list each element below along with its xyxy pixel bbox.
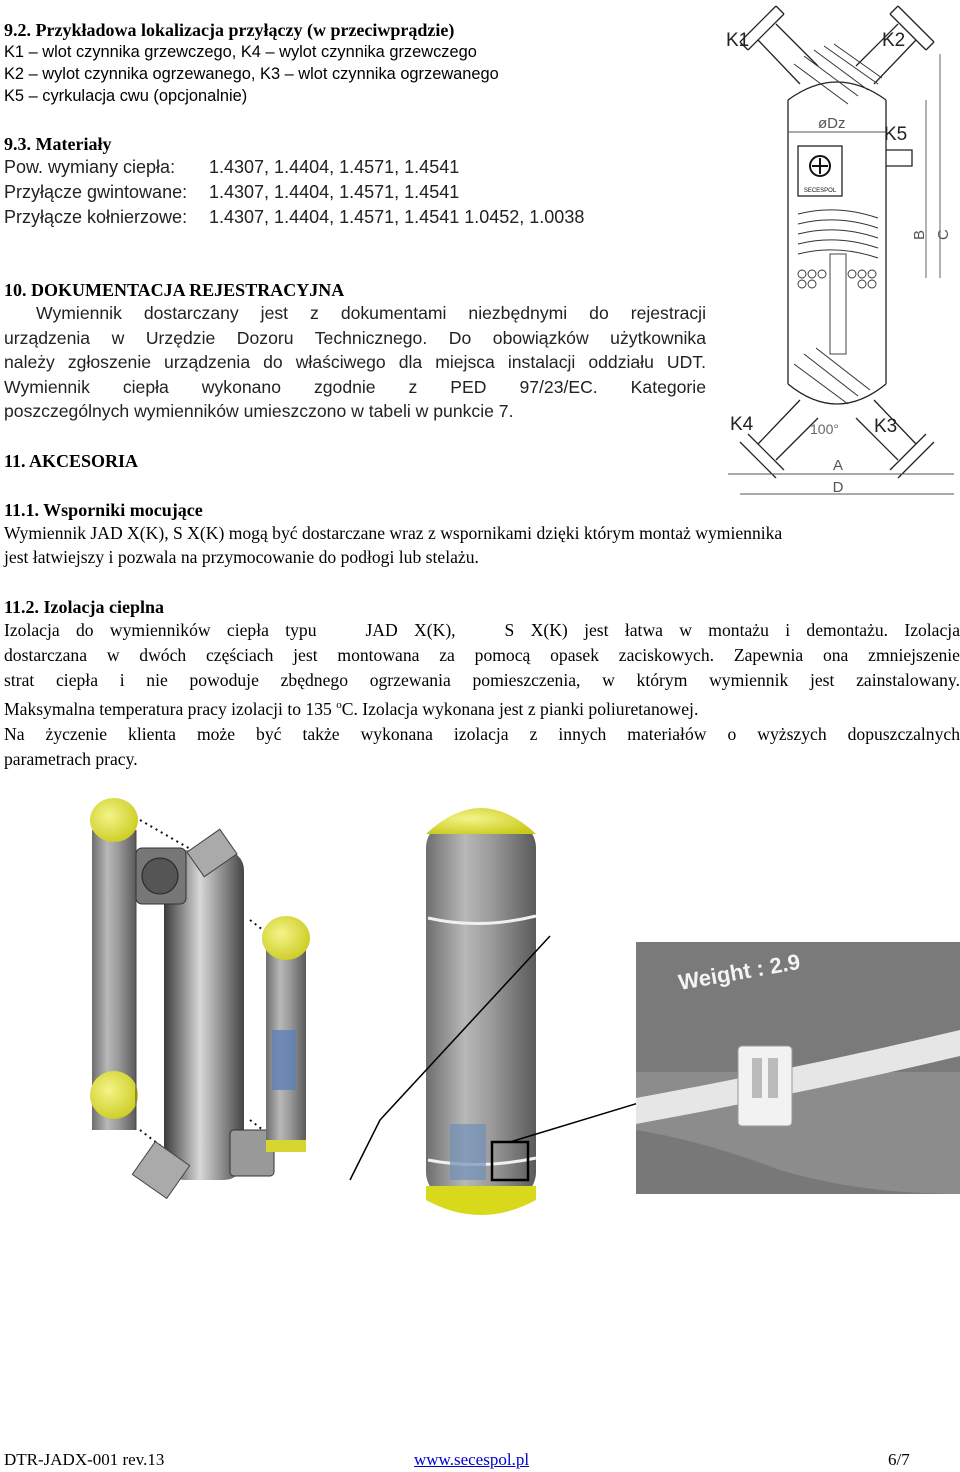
text-line: poszczególnych wymienników umieszczono w tabeli w punkcie 7.	[4, 401, 514, 421]
section-11	[4, 451, 138, 472]
insulation-illustration	[80, 790, 960, 1230]
insulation-half-shell-left	[90, 798, 138, 1130]
text-line: Izolacja do wymienników ciepła typu JAD X(K), S X(K) jest łatwa w montażu i demontażu. Izolacja	[4, 620, 960, 640]
footer-doc-code: DTR-JADX-001 rev.13	[4, 1450, 165, 1469]
section-heading: 10. DOKUMENTACJA REJESTRACYJNA	[4, 280, 345, 300]
text-line: Maksymalna temperatura pracy izolacji to 135 $^o$C. Izolacja wykonana jest z pianki poliuretanowej.	[4, 698, 699, 719]
section-heading: 11.1. Wsporniki mocujące	[4, 500, 203, 520]
text-line: K2 – wylot czynnika ogrzewanego, K3 – wlot czynnika ogrzewanego	[4, 65, 499, 83]
heat-exchanger-diagram	[718, 4, 960, 498]
materials-row	[4, 155, 704, 180]
label-angle: 100°	[810, 421, 839, 437]
text-line: parametrach pracy.	[4, 748, 138, 769]
section-heading: 11. AKCESORIA	[4, 451, 139, 471]
text-line: Na życzenie klienta może być także wykonana izolacja z innych materiałów o wyższych dopuszczalnych	[4, 723, 960, 744]
clamp-detail-photo	[636, 942, 960, 1194]
materials-label: Przyłącze kołnierzowe:	[4, 207, 188, 227]
label-k5: K5	[884, 124, 908, 145]
text-line: Wymiennik dostarczany jest z dokumentami niezbędnymi do rejestracji	[36, 303, 706, 323]
materials-label: Przyłącze gwintowane:	[4, 182, 188, 202]
label-k3: K3	[874, 416, 898, 437]
weight-label: Weight : 2.9	[676, 948, 803, 995]
steel-heat-exchanger	[132, 829, 274, 1198]
text-line: urządzenia w Urzędzie Dozoru Technicznego. Do obowiązków użytkownika	[4, 327, 707, 348]
label-k2: K2	[882, 30, 906, 51]
label-d: D	[832, 479, 844, 496]
website-link[interactable]: www.secespol.pl	[414, 1450, 530, 1469]
section-heading: 11.2. Izolacja cieplna	[4, 597, 164, 617]
materials-value: 1.4307, 1.4404, 1.4571, 1.4541	[209, 157, 460, 177]
text-line: jest łatwiejszy i pozwala na przymocowanie do podłogi lub stelażu.	[4, 547, 479, 567]
text-line: należy zgłoszenie urządzenia do właściwego dla miejsca instalacji oddziału UDT.	[4, 352, 706, 372]
materials-label: Pow. wymiany ciepła:	[4, 157, 176, 177]
section-11-2	[4, 597, 960, 772]
text-line: dostarczana w dwóch częściach jest montowana za pomocą opasek zaciskowych. Zapewnia ona zmniejszenie	[4, 645, 960, 665]
section-9-3	[4, 134, 704, 230]
label-dz: øDz	[818, 115, 846, 132]
section-heading: 9.2. Przykładowa lokalizacja przyłączy (w przeciwprądzie)	[4, 20, 455, 40]
text-line: Wymiennik JAD X(K), S X(K) mogą być dostarczane wraz z wspornikami dzięki którym montaż wymiennika	[4, 523, 783, 543]
section-heading: 9.3. Materiały	[4, 134, 112, 154]
footer-website[interactable]	[414, 1450, 529, 1470]
text-line: K1 – wlot czynnika grzewczego, K4 – wylot czynnika grzewczego	[4, 43, 477, 61]
section-10	[4, 280, 706, 424]
text-line: K5 – cyrkulacja cwu (opcjonalnie)	[4, 87, 248, 105]
materials-value: 1.4307, 1.4404, 1.4571, 1.4541 1.0452, 1.0038	[209, 207, 585, 227]
text-line: Wymiennik ciepła wykonano zgodnie z PED 97/23/EC. Kategorie	[4, 376, 706, 397]
label-c: C	[935, 229, 952, 240]
label-k1: K1	[726, 30, 750, 51]
text-line: strat ciepła i nie powoduje zbędnego ogrzewania pomieszczenia, w którym wymiennik jest zainstalowany.	[4, 670, 960, 690]
materials-row	[4, 205, 704, 230]
footer-page-number: 6/7	[888, 1450, 910, 1469]
materials-row	[4, 180, 704, 205]
logo-text: SECESPOL	[803, 188, 837, 194]
materials-value: 1.4307, 1.4404, 1.4571, 1.4541	[209, 182, 460, 202]
section-11-1	[4, 500, 960, 569]
label-k4: K4	[730, 414, 754, 435]
section-9-2	[4, 20, 704, 107]
degree-mark: o	[336, 699, 342, 711]
label-b: B	[911, 229, 928, 240]
insulation-half-shell-middle	[262, 916, 310, 1152]
label-a: A	[832, 457, 844, 474]
